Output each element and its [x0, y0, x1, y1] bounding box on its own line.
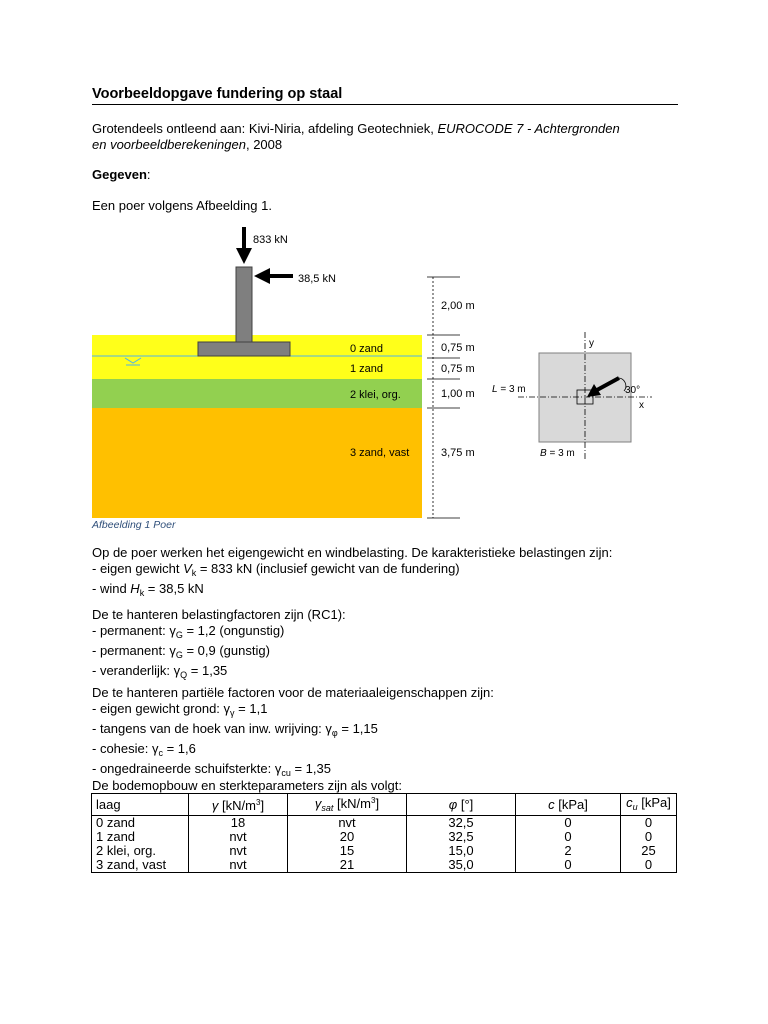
plan-length-label [492, 384, 526, 395]
given-label: Gegeven [92, 167, 147, 182]
table-row [92, 858, 677, 873]
cell-phi: 32,5 [407, 816, 516, 831]
header-gsat-exponent: 3 [371, 796, 376, 805]
cell-gamma: 18 [189, 816, 288, 831]
header-phi-unit: [°] [457, 796, 474, 812]
table-header-row [92, 794, 677, 816]
page-title: Voorbeeldopgave fundering op staal [92, 86, 343, 102]
source-prefix: Grotendeels ontleend aan: Kivi-Niria, afdeling Geotechniek, [92, 121, 438, 136]
header-gamma-symbol: γ [211, 798, 219, 813]
source-book-title-2: en voorbeeldberekeningen [92, 137, 246, 152]
layer-1-label: 1 zand [350, 363, 384, 375]
material-factor-item [92, 721, 494, 741]
cell-laag: 0 zand [92, 816, 189, 831]
header-phi [407, 794, 516, 816]
cell-c: 0 [516, 816, 621, 831]
header-gamma [189, 794, 288, 816]
material-factor-text: - ongedraineerde schuifsterkte: γ [92, 761, 282, 776]
cell-c: 0 [516, 830, 621, 844]
material-factor-subscript: cu [281, 768, 291, 778]
title-divider [92, 104, 678, 105]
load-vertical-value: = 833 kN (inclusief gewicht van de fundering) [196, 561, 460, 576]
header-gamma-sat [288, 794, 407, 816]
horizontal-load-arrow-head [254, 268, 270, 284]
cell-laag: 1 zand [92, 830, 189, 844]
cell-gamma-sat: nvt [288, 816, 407, 831]
source-suffix: , 2008 [245, 137, 283, 152]
header-laag: laag [92, 794, 189, 816]
plan-angle-label: 30° [625, 385, 641, 396]
load-factors-intro: De te hanteren belastingfactoren zijn (RC1): [92, 607, 346, 622]
plan-length-symbol: L [492, 384, 498, 395]
material-factor-value: = 1,6 [162, 741, 196, 756]
load-factor-item [92, 623, 346, 643]
header-phi-symbol: φ [448, 796, 458, 812]
figure-caption: Afbeelding 1 Poer [92, 519, 176, 531]
cell-phi: 15,0 [407, 844, 516, 858]
foundation-figure [0, 220, 768, 520]
header-cu-symbol: c [626, 794, 633, 810]
soil-table-intro: De bodemopbouw en sterkteparameters zijn als volgt: [92, 778, 402, 793]
layer-3-label: 3 zand, vast [350, 447, 410, 459]
source-book-title-1: EUROCODE 7 - Achtergronden [437, 121, 620, 136]
load-horizontal-symbol: H [130, 581, 140, 596]
cell-laag: 3 zand, vast [92, 858, 189, 873]
header-c-unit: [kPa] [554, 796, 588, 812]
dimension-label-3: 1,00 m [441, 388, 475, 400]
cell-laag: 2 klei, org. [92, 844, 189, 858]
load-factor-text: - permanent: γ [92, 643, 176, 658]
plan-width-symbol: B [540, 448, 547, 459]
cell-phi: 35,0 [407, 858, 516, 873]
plan-width-label [540, 448, 575, 459]
cell-cu: 0 [621, 858, 677, 873]
cell-c: 0 [516, 858, 621, 873]
dimension-label-1: 0,75 m [441, 342, 475, 354]
load-factor-subscript: Q [180, 670, 188, 680]
load-horizontal-line [92, 581, 612, 601]
load-vertical-symbol: V [183, 561, 192, 576]
footing-slab [198, 342, 290, 356]
header-cu-subscript: u [632, 801, 638, 812]
load-factor-subscript: G [175, 630, 183, 640]
header-cu [621, 794, 677, 816]
header-gsat-symbol: γ [314, 796, 322, 811]
load-factor-text: - veranderlijk: γ [92, 663, 181, 678]
header-c-symbol: c [548, 796, 555, 812]
plan-length-value: = 3 m [497, 384, 526, 395]
cell-phi: 32,5 [407, 830, 516, 844]
material-factor-subscript: φ [331, 728, 338, 738]
dimension-label-2: 0,75 m [441, 363, 475, 375]
header-gsat-subscript: sat [321, 803, 334, 813]
load-vertical-prefix: - eigen gewicht [92, 561, 184, 576]
given-intro: Een poer volgens Afbeelding 1. [92, 198, 272, 213]
material-factor-value: = 1,35 [290, 761, 331, 776]
cell-gamma: nvt [189, 844, 288, 858]
material-factors-block [92, 685, 494, 781]
source-reference [92, 121, 620, 153]
load-factor-item [92, 663, 346, 683]
plan-y-label: y [589, 338, 594, 349]
cell-gamma-sat: 20 [288, 830, 407, 844]
horizontal-load-label: 38,5 kN [298, 273, 336, 285]
table-row [92, 830, 677, 844]
load-horizontal-subscript: k [139, 588, 145, 598]
load-factor-value: = 0,9 (gunstig) [182, 643, 270, 658]
given-heading [92, 167, 151, 183]
header-gamma-close: ] [260, 798, 265, 813]
plan-x-label: x [639, 400, 644, 411]
layer-0-label: 0 zand [350, 343, 384, 355]
material-factor-subscript: c [158, 748, 163, 758]
load-horizontal-value: = 38,5 kN [144, 581, 204, 596]
material-factor-value: = 1,15 [337, 721, 378, 736]
cell-cu: 0 [621, 830, 677, 844]
cell-c: 2 [516, 844, 621, 858]
table-row [92, 816, 677, 831]
header-gamma-unit: [kN/m [218, 798, 256, 813]
given-colon: : [146, 167, 151, 182]
load-horizontal-prefix: - wind [92, 581, 131, 596]
material-factor-value: = 1,1 [234, 701, 268, 716]
vertical-load-arrow-head [236, 248, 252, 264]
header-c [516, 794, 621, 816]
material-factor-item [92, 701, 494, 721]
load-factors-block [92, 607, 346, 683]
cell-gamma: nvt [189, 858, 288, 873]
load-vertical-line [92, 561, 612, 581]
header-gsat-unit: [kN/m [333, 796, 371, 811]
material-factor-subscript: γ [230, 708, 235, 718]
vertical-load-label: 833 kN [253, 234, 288, 246]
layer-3-band [92, 408, 422, 518]
load-factor-item [92, 643, 346, 663]
column [236, 267, 252, 342]
material-factor-text: - cohesie: γ [92, 741, 159, 756]
layer-2-label: 2 klei, org. [350, 389, 401, 401]
load-factor-subscript: G [175, 650, 183, 660]
load-factor-value: = 1,2 (ongunstig) [182, 623, 285, 638]
loads-block [92, 545, 612, 601]
table-row [92, 844, 677, 858]
plan-width-value: = 3 m [546, 448, 575, 459]
cell-gamma-sat: 21 [288, 858, 407, 873]
dimension-label-4: 3,75 m [441, 447, 475, 459]
cell-cu: 0 [621, 816, 677, 831]
header-cu-unit: [kPa] [637, 794, 671, 810]
material-factors-intro: De te hanteren partiële factoren voor de materiaaleigenschappen zijn: [92, 685, 494, 700]
load-factor-value: = 1,35 [187, 663, 228, 678]
cell-gamma: nvt [189, 830, 288, 844]
dimension-label-0: 2,00 m [441, 300, 475, 312]
cell-cu: 25 [621, 844, 677, 858]
material-factor-text: - tangens van de hoek van inw. wrijving: γ [92, 721, 332, 736]
loads-intro: Op de poer werken het eigengewicht en windbelasting. De karakteristieke belastingen zijn: [92, 545, 613, 560]
header-gamma-exponent: 3 [255, 798, 261, 807]
cell-gamma-sat: 15 [288, 844, 407, 858]
header-gsat-close: ] [375, 796, 380, 811]
load-factor-text: - permanent: γ [92, 623, 176, 638]
soil-parameters-table [91, 793, 677, 873]
load-vertical-subscript: k [191, 568, 197, 578]
material-factor-text: - eigen gewicht grond: γ [92, 701, 231, 716]
material-factor-item [92, 741, 494, 761]
